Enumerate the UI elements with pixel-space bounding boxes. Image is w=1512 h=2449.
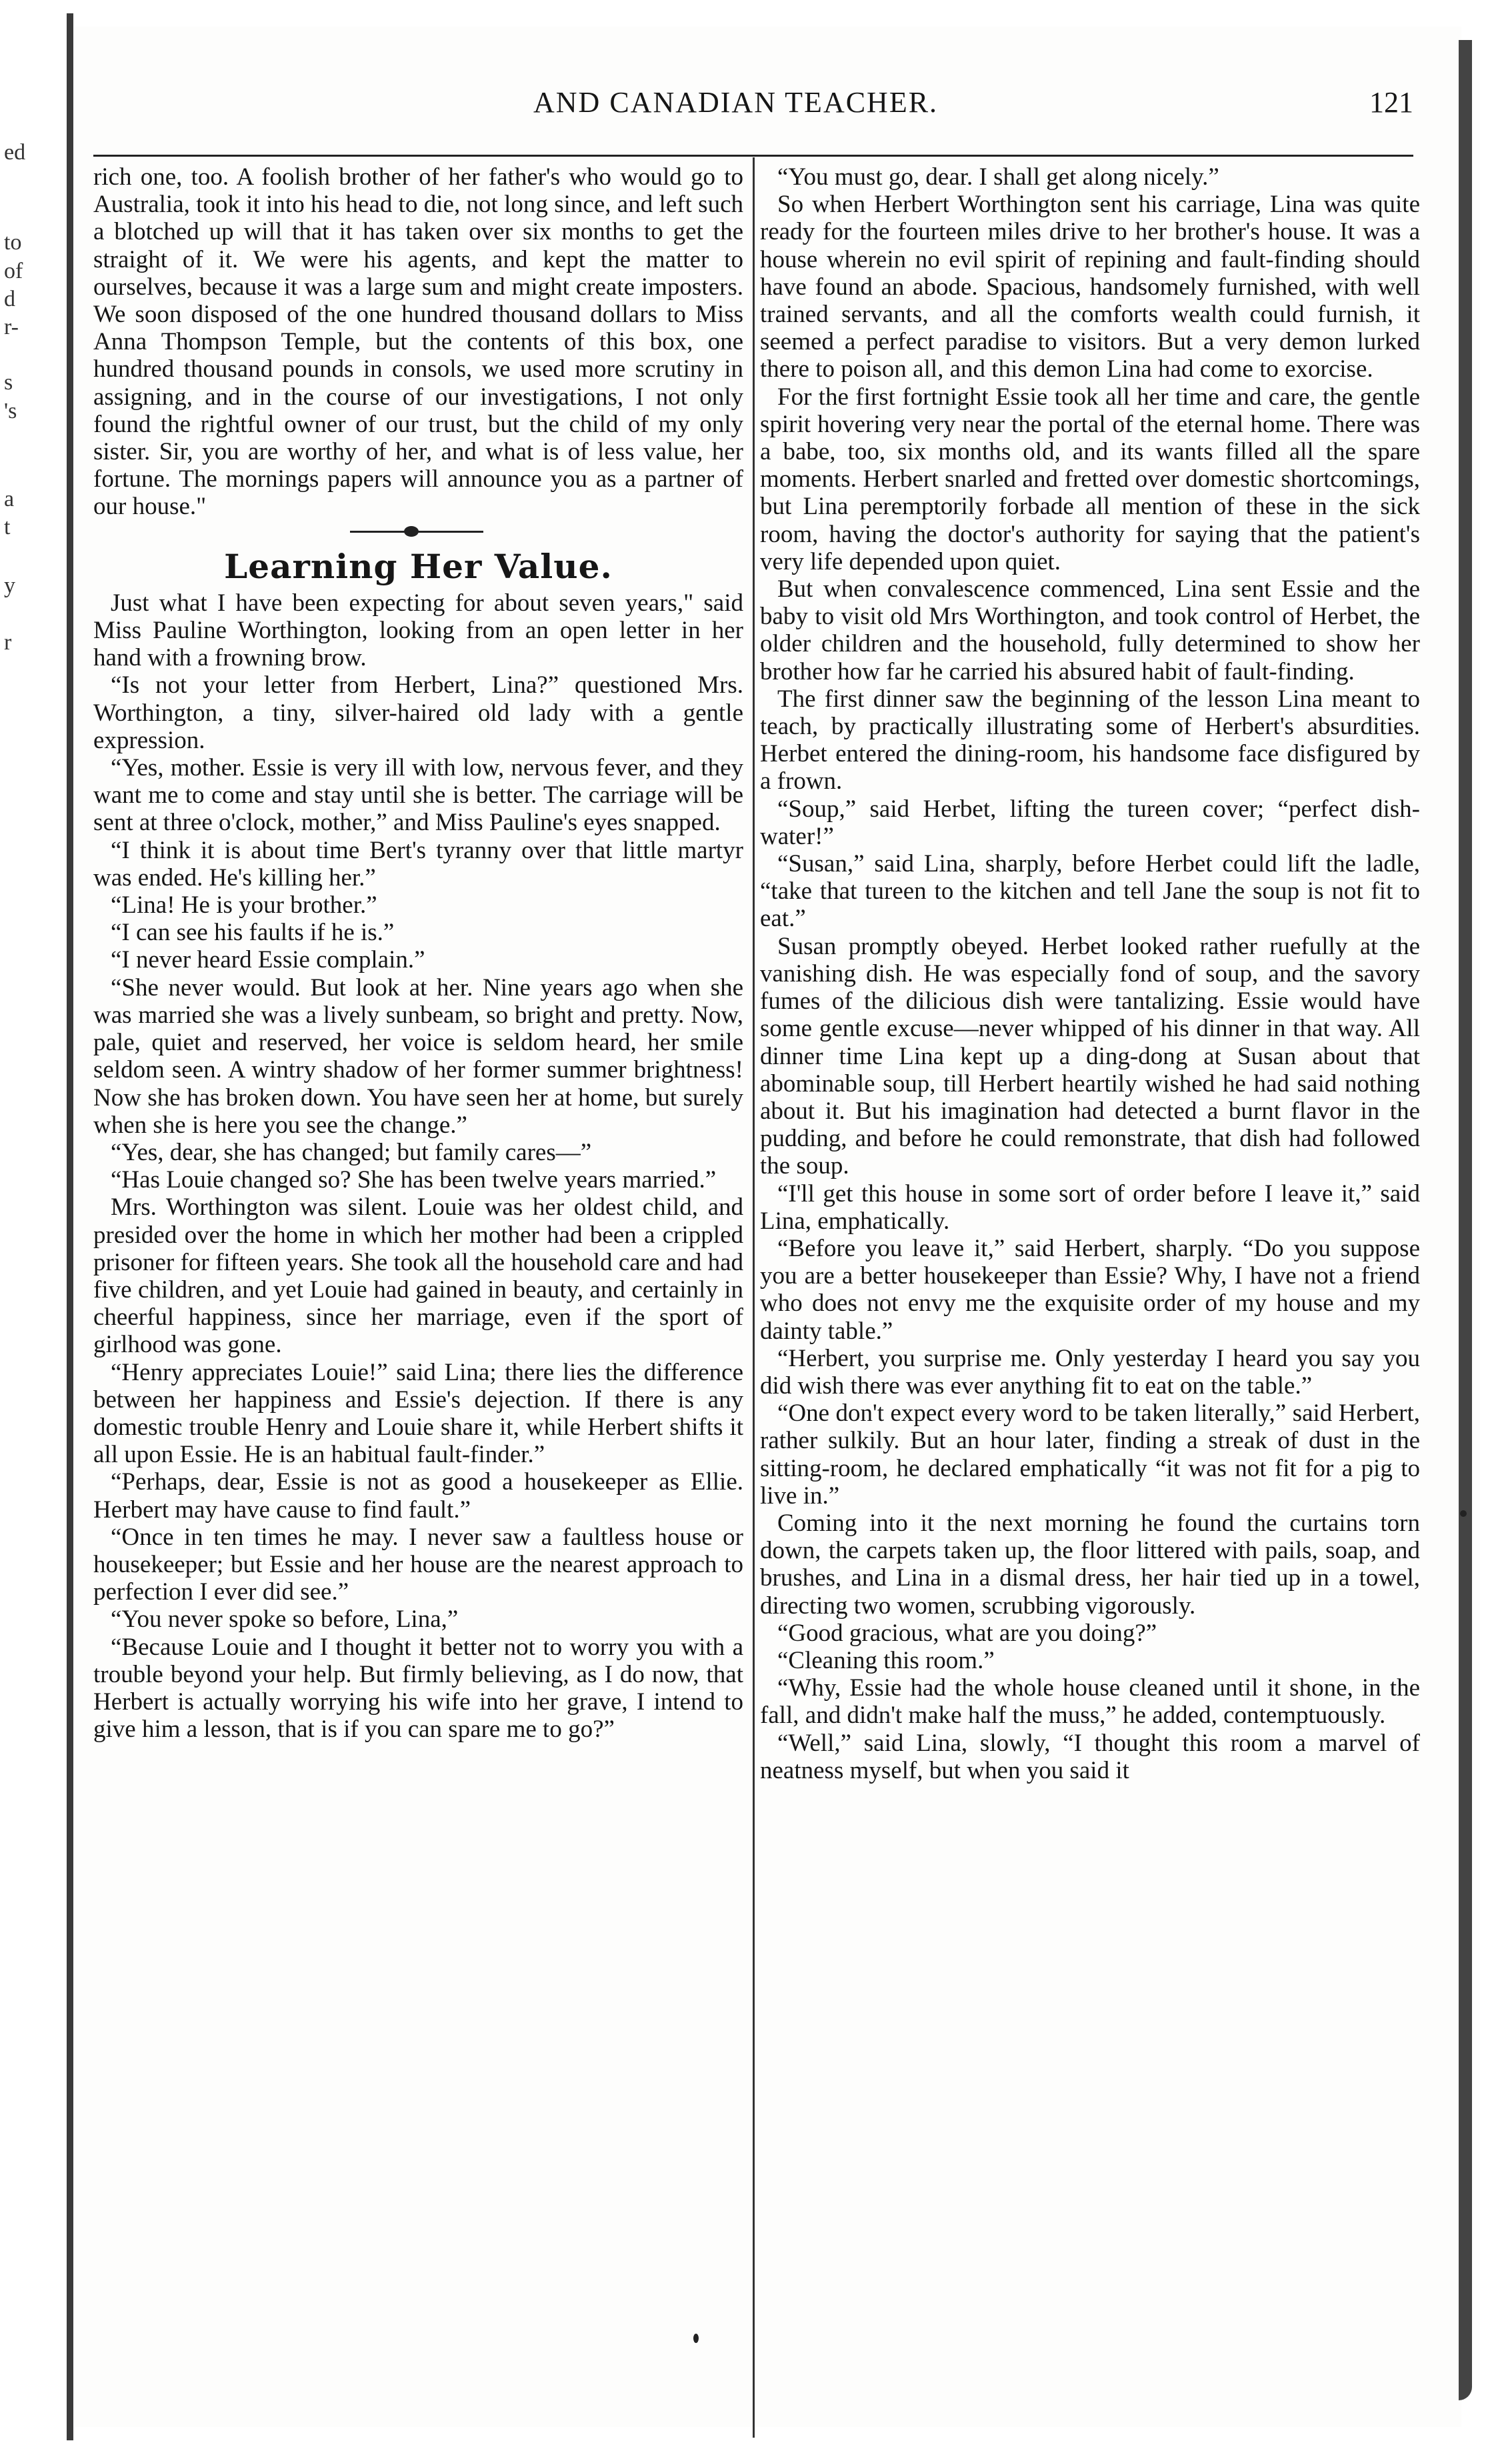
paragraph: “Is not your letter from Herbert, Lina?” questioned Mrs. Worthington, a tiny, silver-haired old lady with a gentle expression.	[93, 671, 743, 754]
paragraph: Just what I have been expecting for about seven years," said Miss Pauline Worthington, looking from an open letter in her hand with a frowning brow.	[93, 589, 743, 672]
paragraph: “She never would. But look at her. Nine years ago when she was married she was a lively sunbeam, so bright and pretty. Now, pale, quiet and reserved, her voice is seldom heard, her smile seldom seen. A wintry shadow of her former summer brightness! Now she has broken down. You have seen her at home, but surely when she is here you see the change.”	[93, 973, 743, 1139]
margin-fragment: a	[4, 487, 15, 511]
divider-ornament-icon	[404, 526, 419, 537]
paragraph: “I think it is about time Bert's tyranny over that little martyr was ended. He's killing her.”	[93, 836, 743, 891]
paragraph: The first dinner saw the beginning of the lesson Lina meant to teach, by practically illustrating some of Herbert's absurdities. Herbet entered the dining-room, his handsome face disfigured by a frown.	[760, 685, 1420, 795]
paragraph: “You never spoke so before, Lina,”	[111, 1606, 459, 1634]
paragraph: “Why, Essie had the whole house cleaned until it shone, in the fall, and didn't make half the muss,” he added, contemptuously.	[760, 1674, 1420, 1730]
running-header	[533, 85, 1413, 132]
paragraph: For the first fortnight Essie took all her time and care, the gentle spirit hovering very near the portal of the eternal home. There was a babe, too, six months old, and its wants filled all the spare moments. Herbert snarled and fretted over domestic shortcomings, but Lina peremptorily forbade all mention of these in the sick room, having the doctor's authority for saying that the patient's very life depended upon quiet.	[760, 383, 1420, 575]
left-column	[93, 163, 743, 1743]
margin-fragment: ed	[4, 140, 26, 165]
margin-fragments	[0, 0, 64, 2449]
column-rule	[753, 157, 755, 2438]
section-divider-ornament	[93, 525, 743, 538]
ink-speck	[693, 2334, 699, 2343]
paragraph: Mrs. Worthington was silent. Louie was her oldest child, and presided over the home in which her mother had been a crippled prisoner for fifteen years. She took all the household care and had five children, and yet Louie had gained in beauty, and certainly in cheerful happiness, since her marriage, even if the sport of girlhood was gone.	[93, 1193, 743, 1359]
paragraph: “Herbert, you surprise me. Only yesterday I heard you say you did wish there was ever anything fit to eat on the table.”	[760, 1344, 1420, 1400]
header-rule	[93, 155, 1413, 157]
paragraph: “Good gracious, what are you doing?”	[777, 1619, 1157, 1647]
right-column	[760, 163, 1420, 1784]
paragraph: “I never heard Essie complain.”	[111, 946, 425, 974]
margin-fragment: r	[4, 630, 12, 655]
paragraph: “Once in ten times he may. I never saw a faultless house or housekeeper; but Essie and her house are the nearest approach to perfection I ever did see.”	[93, 1523, 743, 1606]
page-number: 121	[1369, 86, 1413, 119]
section-title: Learning Her Value.	[224, 546, 613, 586]
ink-speck	[1460, 1510, 1467, 1517]
paragraph: “Yes, mother. Essie is very ill with low, nervous fever, and they want me to come and stay until she is better. The carriage will be sent at three o'clock, mother,” and Miss Pauline's eyes snapped.	[93, 754, 743, 837]
paragraph: “Before you leave it,” said Herbert, sharply. “Do you suppose you are a better housekeeper than Essie? Why, I have not a friend who does not envy me the exquisite order of my house and my dainty table.”	[760, 1234, 1420, 1345]
paragraph: “Lina! He is your brother.”	[111, 891, 377, 919]
paragraph: “Perhaps, dear, Essie is not as good a housekeeper as Ellie. Herbert may have cause to find fault.”	[93, 1468, 743, 1524]
paragraph: So when Herbert Worthington sent his carriage, Lina was quite ready for the fourteen miles drive to her brother's house. It was a house wherein no evil spirit of repining and fault-finding should have found an abode. Spacious, handsomely furnished, with well trained servants, and all the comforts wealth could furnish, it seemed a perfect paradise to visitors. But a very demon lurked there to poison all, and this demon Lina had come to exorcise.	[760, 191, 1420, 383]
journal-title: AND CANADIAN TEACHER.	[533, 86, 939, 119]
paragraph: “Yes, dear, she has changed; but family cares—”	[111, 1138, 592, 1166]
paragraph: “Cleaning this room.”	[777, 1646, 995, 1674]
page-edge-shadow	[1459, 40, 1472, 2400]
paragraph: “Because Louie and I thought it better not to worry you with a trouble beyond your help. But firmly believing, as I do now, that Herbert is actually worrying his wife into her grave, I intend to give him a lesson, that is if you can spare me to go?”	[93, 1633, 743, 1744]
paragraph: “Has Louie changed so? She has been twelve years married.”	[111, 1166, 717, 1194]
paragraph: Coming into it the next morning he found the curtains torn down, the carpets taken up, the floor littered with pails, soap, and brushes, and Lina in a dismal dress, her hair tied up in a towel, directing two women, scrubbing vigorously.	[760, 1509, 1420, 1620]
margin-fragment: 's	[4, 399, 17, 423]
margin-fragment: t	[4, 515, 11, 539]
paragraph: Susan promptly obeyed. Herbet looked rather ruefully at the vanishing dish. He was especially fond of soup, and the savory fumes of the dilicious dish were tantalizing. Essie would have some gentle excuse—never whipped of his dinner in that way. All dinner time Lina kept up a ding-dong at Susan about that abominable soup, till Herbert heartily wished he had said nothing about it. But his imagination had detected a burnt flavor in the pudding, and before he could remonstrate, that dish had followed the soup.	[760, 932, 1420, 1180]
margin-fragment: s	[4, 370, 13, 395]
paragraph: “You must go, dear. I shall get along nicely.”	[777, 163, 1219, 191]
margin-fragment: of	[4, 259, 23, 283]
paragraph: “One don't expect every word to be taken literally,” said Herbert, rather sulkily. But an hour later, finding a streak of dust in the sitting-room, he declared emphatically “it was not fit for a pig to live in.”	[760, 1400, 1420, 1510]
paragraph: rich one, too. A foolish brother of her father's who would go to Australia, took it into his head to die, not long since, and left such a blotched up will that it has taken over six months to get the straight of it. We were his agents, and kept the matter to ourselves, because it was a large sum and might create imposters. We soon disposed of the one hundred thousand dollars to Miss Anna Thompson Temple, but the contents of this box, one hundred thousand pounds in consols, we used more scrutiny in assigning, and in the course of our investigations, I not only found the rightful owner of our trust, but the child of my only sister. Sir, you are worthy of her, and what is of less value, her fortune. The mornings papers will announce you as a partner of our house."	[93, 163, 743, 521]
paragraph: “Susan,” said Lina, sharply, before Herbet could lift the ladle, “take that tureen to the kitchen and tell Jane the soup is not fit to eat.”	[760, 850, 1420, 933]
page-edge	[67, 13, 73, 2440]
margin-fragment: to	[4, 230, 22, 255]
paragraph: “Henry appreciates Louie!” said Lina; there lies the difference between her happiness and Essie's dejection. If there is any domestic trouble Henry and Louie share it, while Herbert shifts it all upon Essie. He is an habitual fault-finder.”	[93, 1358, 743, 1469]
paragraph: “Soup,” said Herbet, lifting the tureen cover; “perfect dish-water!”	[760, 795, 1420, 850]
paragraph: “I can see his faults if he is.”	[111, 919, 395, 947]
margin-fragment: r-	[4, 315, 19, 339]
paragraph: But when convalescence commenced, Lina sent Essie and the baby to visit old Mrs Worthington, and took control of Herbet, the older children and the household, fully determined to show her brother how far he carried his absured habit of fault-finding.	[760, 575, 1420, 685]
paragraph: “I'll get this house in some sort of order before I leave it,” said Lina, emphatically.	[760, 1179, 1420, 1235]
margin-fragment: d	[4, 287, 15, 311]
margin-fragment: y	[4, 573, 15, 598]
paragraph: “Well,” said Lina, slowly, “I thought this room a marvel of neatness myself, but when you said it	[760, 1729, 1420, 1784]
